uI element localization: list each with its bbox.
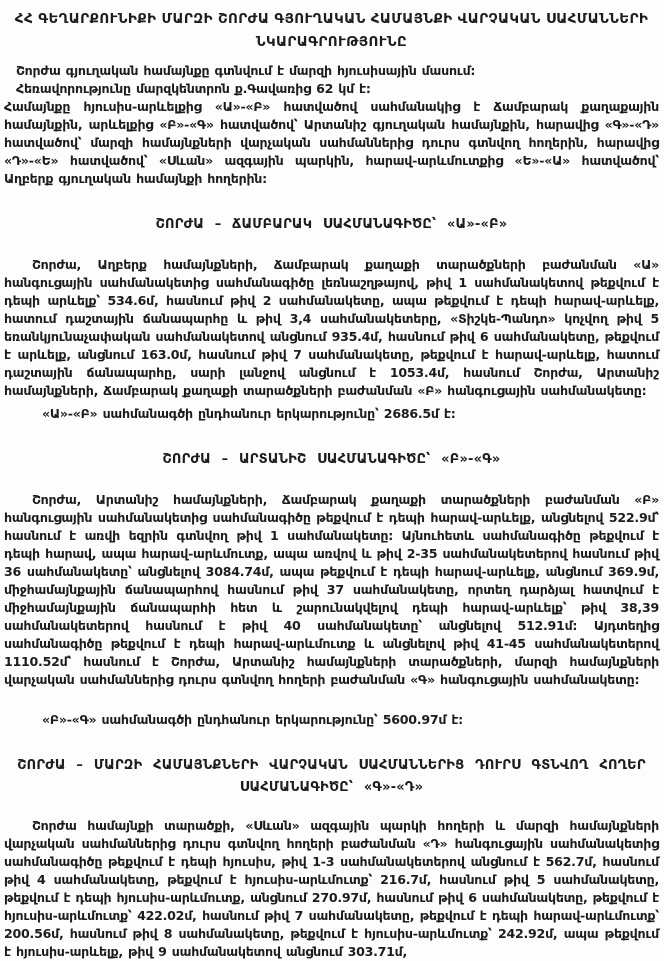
document-title	[4, 8, 659, 54]
intro-location-paragraph: Շորժա գյուղական համայնքը գտնվում է մարզի հյուսիսային մասում:	[16, 63, 476, 78]
section-artanish-body: Շորժա, Արտանիշ համայնքների, Ճամբարակ քաղաքի տարածքների բաժանման «Բ» հանգուցային սահմանակետից սահմանագիծը թեքվում է դեպի հարավ-արևելք, անցնելով 522.9մ՝ հասնում է առվի եզրին գտնվող թիվ 1 սահմանակետը: Այնուհետև սահմանագիծը թեքվում է դեպի հարավ, ապա հարավ-արևմուտք, ապա առվով և թիվ 2-35 սահմանակետերով հասնում թիվ 36 սահմանակետը՝ անցնելով 3084.74մ, ապա թեքվում է դեպի հարավ-արևելք, անցնում 369.9մ, միջհամայնքային ճանապարհով հասնում թիվ 37 սահմանակետը, որտեղ դարձյալ հատվում է միջհամայնքային ճանապարհի հետ և շարունակվելով դեպի հարավ-արևելք՝ թիվ 38,39 սահմանակետերով հասնում է թիվ 40 սահմանակետը՝ անցնելով 512.91մ: Այդտեղից սահմանագիծը թեքվում է դեպի հարավ-արևմուտք և անցնելով թիվ 41-45 սահմանակետերով 1110.52մ՝ հասնում է Շորժա, Արտանիշ համայնքների տարածքների, մարզի համայնքների վարչական սահմաններից դուրս գտնվող հողերի բաժանման «Գ» հանգուցային սահմանակետը:	[4, 492, 659, 687]
section-chambarak-heading: ՇՈՐԺԱ – ՃԱՄԲԱՐԱԿ ՍԱՀՄԱՆԱԳԻԾԸ՝ «Ա»-«Բ»	[155, 217, 508, 232]
document-title-line2: ՆԿԱՐԱԳՐՈՒԹՅՈՒՆԸ	[255, 34, 408, 50]
section-artanish-total-length: «Բ»-«Գ» սահմանագծի ընդհանուր երկարությունը՝ 5600.97մ է:	[42, 712, 463, 727]
section-outside-lands-body: Շորժա համայնքի տարածքի, «Սևան» ազգային պարկի հողերի և մարզի համայնքների վարչական սահմաններից դուրս գտնվող հողերի բաժանման «Դ» հանգուցային սահմանակետից սահմանագիծը թեքվում է դեպի հյուսիս, թիվ 1-3 սահմանակետերով անցնում է 562.7մ, հասնում թիվ 4 սահմանակետը, թեքվում է հյուսիս-արևմուտք՝ 216.7մ, հասնում թիվ 5 սահմանակետը, թեքվում է դեպի հյուսիս-արևմուտք, անցնում 270.97մ, հասնում թիվ 6 սահմանակետը, թեքվում է հյուսիս-արևմուտք՝ 422.02մ, հասնում թիվ 7 սահմանակետը, թեքվում է դեպի հարավ-արևմուտք՝ 200.56մ, հասնում թիվ 8 սահմանակետը, թեքվում է հյուսիս-արևմուտք՝ 242.92մ, ապա թեքվում է հյուսիս-արևելք, թիվ 9 սահմանակետով անցնում 303.71մ,	[4, 818, 659, 959]
section-chambarak-total-length: «Ա»-«Բ» սահմանագծի ընդհանուր երկարությունը՝ 2686.5մ է:	[42, 406, 456, 421]
document-title-line1: ՀՀ ԳԵՂԱՐՔՈՒՆԻՔԻ ՄԱՐԶԻ ՇՈՐԺԱ ԳՅՈՒՂԱԿԱՆ ՀԱՄԱՅՆՔԻ ՎԱՐՉԱԿԱՆ ՍԱՀՄԱՆՆԵՐԻ	[14, 11, 649, 27]
intro-distance-paragraph: Հեռավորությունը մարզկենտրոն ք.Գավառից 62 կմ է:	[16, 81, 371, 96]
section-artanish-heading: ՇՈՐԺԱ – ԱՐՏԱՆԻՇ ՍԱՀՄԱՆԱԳԻԾԸ՝ «Բ»-«Գ»	[162, 452, 501, 467]
section-chambarak-body: Շորժա, Աղբերք համայնքների, Ճամբարակ քաղաքի տարածքների բաժանման «Ա» հանգուցային սահմանակետից սահմանագիծը լեռնաշղթայով, թիվ 1 սահմանակետով թեքվում է դեպի արևելք՝ 534.6մ, հասնում թիվ 2 սահմանակետը, ապա թեքվում է դեպի հարավ-արևելք, հատում դաշտային ճանապարհը և թիվ 3,4 սահմանակետերը, «Տիշկե-Պանդո» կոչվող թիվ 5 եռանկյունաչափական սահմանակետով անցնում 935.4մ, հասնում թիվ 6 սահմանակետը, թեքվում է արևելք, անցնում 163.0մ, հասնում թիվ 7 սահմանակետը, թեքվում է հարավ-արևելք, հատում դաշտային ճանապարհը, սարի լանջով անցնում է 1053.4մ, հասնում Շորժա, Արտանիշ համայնքների, Ճամբարակ քաղաքի տարածքների բաժանման «Բ» հանգուցային սահմանակետը:	[4, 257, 659, 398]
section-outside-lands-heading: ՇՈՐԺԱ – ՄԱՐԶԻ ՀԱՄԱՅՆՔՆԵՐԻ ՎԱՐՉԱԿԱՆ ՍԱՀՄԱՆՆԵՐԻՑ ԴՈՒՐՍ ԳՏՆՎՈՂ ՀՈՂԵՐ ՍԱՀՄԱՆԱԳԻԾԸ՝ «Գ»-«Դ»	[17, 758, 646, 795]
section-chambarak	[4, 214, 659, 423]
section-outside-lands	[4, 755, 659, 961]
section-artanish	[4, 449, 659, 729]
intro-neighbors-paragraph: Համայնքը հյուսիս-արևելքից «Ա»-«Բ» հատվածով սահմանակից է Ճամբարակ քաղաքային համայնքին, արևելքից «Բ»-«Գ» հատվածով՝ Արտանիշ գյուղական համայնքին, հարավից «Գ»-«Դ» հատվածով՝ մարզի համայնքների վարչական սահմաններից դուրս գտնվող հողերին, հարավից «Դ»-«Ե» հատվածով՝ «Սևան» ազգային պարկին, հարավ-արևմուտքից «Ե»-«Ա» հատվածով՝ Աղբերք գյուղական համայնքի հողերին:	[4, 99, 659, 186]
